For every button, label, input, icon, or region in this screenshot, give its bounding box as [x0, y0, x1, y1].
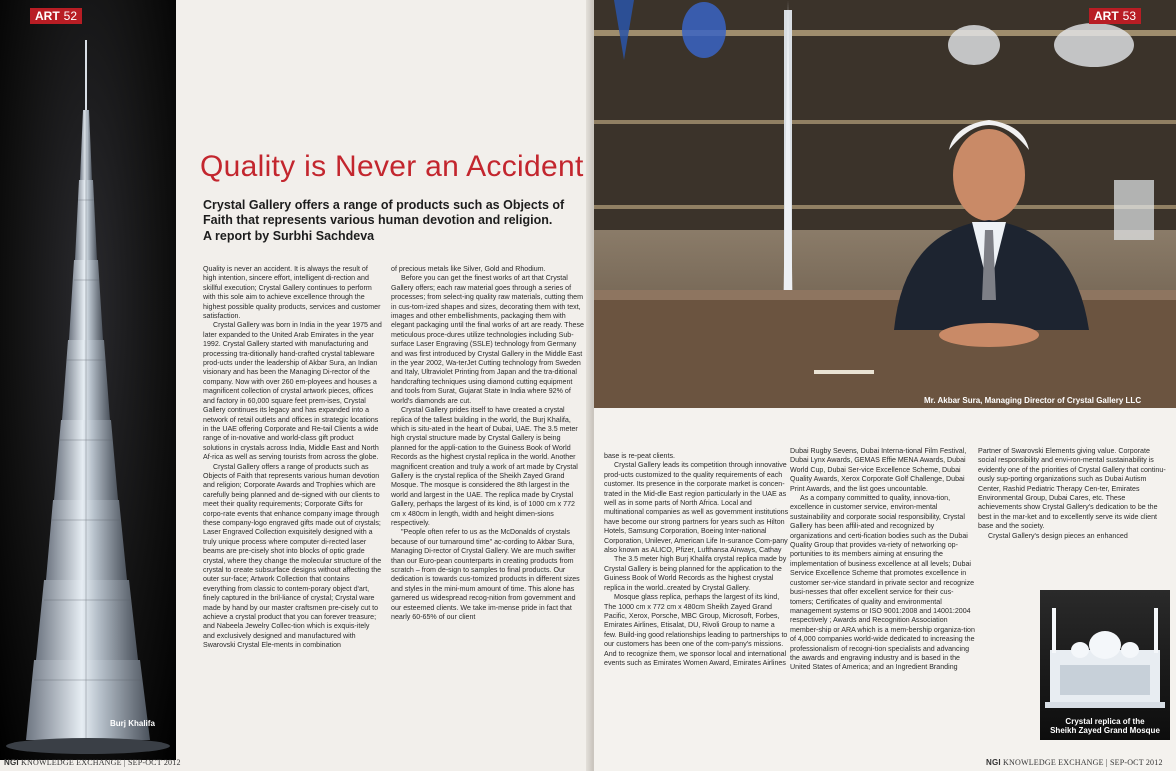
section-badge [30, 8, 82, 24]
paragraph: Crystal Gallery offers a range of products such as Objects of Faith that represents various human devotion and religion; Corporate Awards and Trophies which are carefully being planned and de-signed with our clients to meet their quality requirements; Corporate Gifts for corpo-rate events that enhance company image through these company-logo engraved gifts made out of crystals; Laser Engraved Collection exquisitely designed with a truly unique process where computer di-rected laser beams are pre-cisely shot into blocks of optic grade crystal, where they change the molecular structure of the crystal to create subsurface designs without affecting the outer sur-face; Artwork Collection that contains everything from classic to contem-porary object d'art, finely captured in the bril-liance of crystal; Crystal ware made by hand by our master craftsmen pre-cisely cut to achieve a crystal product that you can forever treasure; and Nabeela Jewelry Collec-tion which is exquis-itely and exclusively designed and manufactured with Swarovski Crystal Ele-ments in combination [203, 462, 382, 650]
paragraph: Mosque glass replica, perhaps the largest of its kind, The 1000 cm x 772 cm x 480cm Sheikh Zayed Grand Pacific, Xerox, Porsche, MBC Group, Microsoft, Forbes, Emirates Airlines, Etisalat, DU, Rivoli Group to name a few. Build-ing good relationships leading to partnerships to our customers has been one of the com-pany's missions. And to recognize them, we sponsor local and international events such as Emirates Women Award, Emirates Airlines [604, 593, 788, 667]
article-headline: Quality is Never an Accident [200, 150, 584, 183]
mosque-caption-line: Crystal replica of the [1065, 717, 1145, 726]
footer-publication: KNOWLEDGE EXCHANGE [1003, 758, 1104, 767]
paragraph: Before you can get the finest works of art that Crystal Gallery offers; each raw material goes through a series of processes; from select-ing quality raw materials, cutting them in cus-tom-ized shapes and sizes, decorating them with text, images and other embellishments, packaging them with elegant packaging until the final works of art are ready. These meticulous proce-dures utilize technologies including Sub-surface Laser Engraving (SSLE) technology from Germany and was first introduced by Crystal Gallery in the Middle East in the year 2002, Wa-terJet Cutting technology from Sweden and Italy, Ultraviolet Printing from Japan and the tra-ditional handcrafting techniques using diamond cutting equipment and tools from Surat, Gujarat State in India where 92% of world's diamonds are cut. [391, 274, 584, 405]
photo-caption: Mr. Akbar Sura, Managing Director of Crystal Gallery LLC [924, 396, 1142, 405]
footer-issue: SEP-OCT 2012 [1109, 758, 1163, 767]
burj-khalifa-photo [0, 0, 176, 760]
footer-brand: NGI [986, 758, 1001, 767]
page-footer [986, 758, 1163, 767]
section-badge [1089, 8, 1141, 24]
footer-separator: | [1105, 758, 1108, 767]
paragraph: As a company committed to quality, innova-tion, excellence in customer service, environ-mental sustainability and corporate social responsibility, Crystal Gallery has been affili-ated and recognized by organizations and certi-fication bodies such as the Dubai Quality Group that provides va-riety of networking op-portunities to its members aiming at ensuring the implementation of business excellence at all levels; Dubai Service Excellence Scheme that promotes excellence in customer ser-vice standard in private sector and recognize busi-nesses that offer excellent service for their cus-tomers; Certificates of quality and environmental management systems or ISO 9001:2008 and 14001:2004 respectively ; Awards and Recognition Association member-ship or ARA which is a mem-bership organiza-tion of 4,000 companies world-wide dedicated to increasing the professionalism of recogni-tion specialists and advancing the awards and engraving industry and is based in the United States of America; and an Ingredient Branding [790, 494, 975, 672]
photo-caption: Burj Khalifa [110, 719, 155, 728]
paragraph: Crystal Gallery prides itself to have created a crystal replica of the tallest building in the world, the Burj Khalifa, which is situ-ated in the heart of Dubai, UAE. The 3.5 meter high crystal structure made by Crystal Gallery is being planned for the appli-cation to the Guiness Book of World Records as the highest crystal replica in the world. Another magnificent creation and truly a work of art made by Crystal Gallery is the crystal replica of the Sheikh Zayed Grand Mosque. The mosque is considered the 8th largest in the world and largest in the UAE. The replica made by Crystal Gallery, perhaps the largest of its kind, is of 1000 cm x 772 cm x 480cm in length, width and height dimen-sions respectively. [391, 406, 578, 527]
footer-issue: SEP-OCT 2012 [127, 758, 181, 767]
office-scene-illustration [594, 0, 1176, 408]
mosque-replica-photo [1040, 590, 1170, 740]
paragraph: The 3.5 meter high Burj Khalifa crystal replica made by Crystal Gallery is being planned for the application to the Guiness Book of World Records as the highest crystal replica in the world..created by Crystal Gallery. [604, 555, 787, 592]
right-column-2 [790, 447, 976, 673]
right-column-3 [978, 447, 1168, 541]
paragraph: Crystal Gallery's design pieces an enhanced [988, 531, 1128, 540]
paragraph: "People often refer to us as the McDonalds of crystals because of our turnaround time" ac-cording to Akbar Sura, Managing Di-rector of Crystal Gallery. We are much swifter than our Euro-pean counterparts in creating products from scratch – from de-sign to samples to final products. Our dedication is towards cus-tomized products in different sizes and styles in the mini-mum amount of time. This alone has garnered us widespread recog-nition from government and our esteemed clients. We take im-mense pride in fact that nearly 60-65% of our client [391, 528, 580, 622]
paragraph: Crystal Gallery was born in India in the year 1975 and later expanded to the United Arab Emirates in the year 1992. Crystal Gallery started with manufacturing and processing tra-ditionally hand-crafted crystal tableware prod-ucts under the leadership of Akbar Sura, an Indian visionary and has been the Managing Di-rector of the company. Now with over 260 em-ployees and houses a magnificent collection of crystal artwork pieces, offices and factory in 60,000 square feet prem-ises, Crystal Gallery continues its legacy and has expanded into a network of retail outlets and offices in strategic locations in the UAE offering Corporate and Re-tail Clients a wide range of in-novative and world-class gift product solutions in crystals across India, Middle East and North Af-rica as well as serving tourists from across the globe. [203, 321, 382, 462]
byline-author: Surbhi Sachdeva [272, 229, 375, 243]
section-label: ART [35, 9, 60, 23]
paragraph: Dubai Rugby Sevens, Dubai Interna-tional Film Festival, Dubai Lynx Awards, GEMAS Effie MENA Awards, Dubai World Cup, Dubai Ser-vice Excellence Scheme, Dubai Quality Awards, Xerox Corporate Golf Challenge, Dubai Print Awards, and the list goes uncountable. [790, 447, 967, 493]
left-column-2 [391, 265, 584, 622]
article-byline [203, 229, 374, 243]
paragraph: Crystal Gallery leads its competition through innovative prod-ucts customized to the quality requirements of each customer. Its presence in the corporate market is concen-trated in the Mid-dle East region particularly in the UAE as well as in some parts of North Africa. Local and multinational companies as well as government institutions have become our strong partners for years such as Hilton Hotels, Samsung Corporation, Boeing Inter-national Corporation, Unilever, American Life In-surance Com-pany also known as ALICO, Pfizer, Lufthansa Airways, Cathay [604, 461, 789, 555]
byline-prefix: A report by [203, 229, 273, 243]
page-footer [4, 758, 181, 767]
article-dek: Crystal Gallery offers a range of products such as Objects of Faith that represents various human devotion and religion. [203, 198, 565, 227]
paragraph: Quality is never an accident. It is always the result of high intention, sincere effort, intelligent di-rection and skillful execution; Crystal Gallery continues to perform with this sole aim to achieve excellence through the highest possible quality products, services and customer satisfaction. [203, 265, 381, 321]
paragraph: Partner of Swarovski Elements giving value. Corporate social responsibility and envi-ron-mental sustainability is evidently one of the priorities of Crystal Gallery that continu-ously sup-porting organizations such as Dubai Autism Center, Rashid Pediatric Therapy Cen-ter, Emirates Environmental Group, Dubai Cares, etc. These achievements show Crystal Gallery's dedication to be the best in the mar-ket and to excellently serve its wide client base and the society. [978, 447, 1166, 531]
paragraph: of precious metals like Silver, Gold and Rhodium. [391, 265, 546, 273]
footer-publication: KNOWLEDGE EXCHANGE [21, 758, 122, 767]
burj-khalifa-illustration [0, 0, 176, 760]
footer-separator: | [123, 758, 126, 767]
paragraph: base is re-peat clients. [604, 452, 675, 460]
left-column-1 [203, 265, 383, 651]
managing-director-photo [594, 0, 1176, 408]
footer-brand: NGI [4, 758, 19, 767]
mosque-caption-line: Sheikh Zayed Grand Mosque [1050, 726, 1160, 735]
section-label: ART [1094, 9, 1119, 23]
page-number: 52 [63, 9, 78, 23]
right-column-1 [604, 452, 789, 668]
mosque-caption [1048, 717, 1162, 735]
right-page [594, 0, 1176, 771]
page-number: 53 [1122, 9, 1137, 23]
